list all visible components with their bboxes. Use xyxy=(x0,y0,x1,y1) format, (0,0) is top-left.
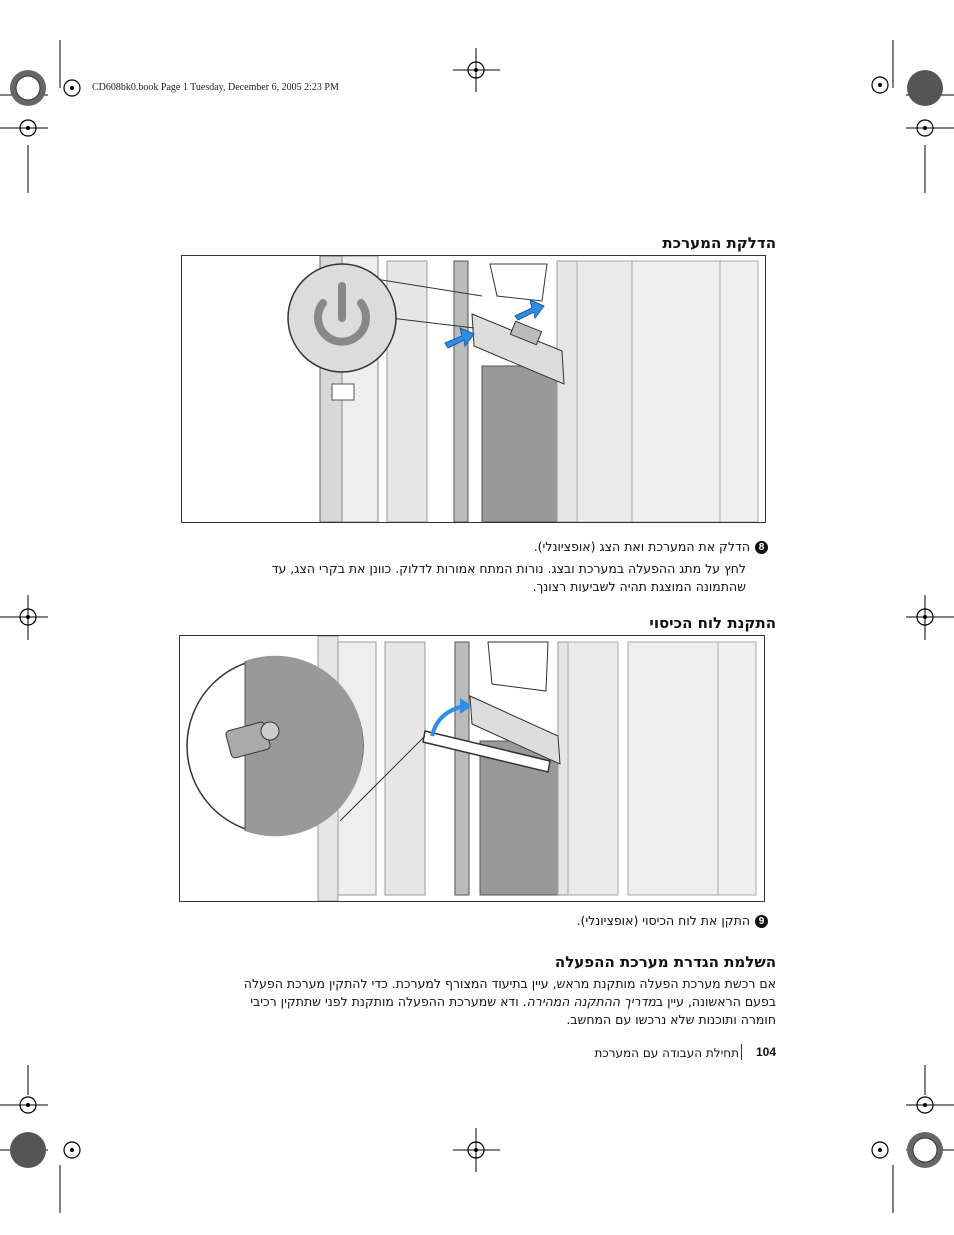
os-setup-text-2: . ודא שמערכת ההפעלה מותקנת לפני שתתקין רכיבי חומרה ותוכנות שלא נרכשו עם המחשב. xyxy=(250,994,776,1027)
step-9 xyxy=(577,913,769,929)
step-number-badge: 9 xyxy=(755,915,768,928)
section-title-bezel: התקנת לוח הכיסוי xyxy=(649,614,776,632)
power-on-illustration xyxy=(182,256,765,522)
bezel-illustration xyxy=(180,636,764,901)
os-setup-paragraph xyxy=(216,975,776,1029)
step-8 xyxy=(534,539,768,555)
section-title-os-setup: השלמת הגדרת מערכת ההפעלה xyxy=(554,953,776,971)
footer-separator xyxy=(741,1044,742,1060)
book-header-info: CD608bk0.book Page 1 Tuesday, December 6, 2005 2:23 PM xyxy=(92,82,339,93)
os-setup-text-1: אם רכשת מערכת הפעלה מותקנת מראש, עיין בתיעוד המצורף למערכת. כדי להתקין מערכת הפעלה בפעם הראשונה, עיין ב xyxy=(243,976,776,1009)
step-8-text: הדלק את המערכת ואת הצג (אופציונלי). xyxy=(533,539,750,554)
figure-power-on xyxy=(181,255,766,523)
power-on-paragraph: לחץ על מתג ההפעלה במערכת ובצג. נורות המתח אמורות לדלוק. כוונן את בקרי הצג, עד שהתמונה המוצגת תהיה לשביעות רצונך. xyxy=(271,561,746,594)
footer-page-number: 104 xyxy=(755,1045,776,1059)
quick-install-guide-title: מדריך ההתקנה המהירה xyxy=(526,994,656,1009)
step-number-badge: 8 xyxy=(755,541,768,554)
figure-bezel xyxy=(179,635,765,902)
section-title-power-on: הדלקת המערכת xyxy=(662,234,776,252)
step-9-text: התקן את לוח הכיסוי (אופציונלי). xyxy=(576,913,750,928)
footer-chapter-title: תחילת העבודה עם המערכת xyxy=(594,1046,739,1060)
